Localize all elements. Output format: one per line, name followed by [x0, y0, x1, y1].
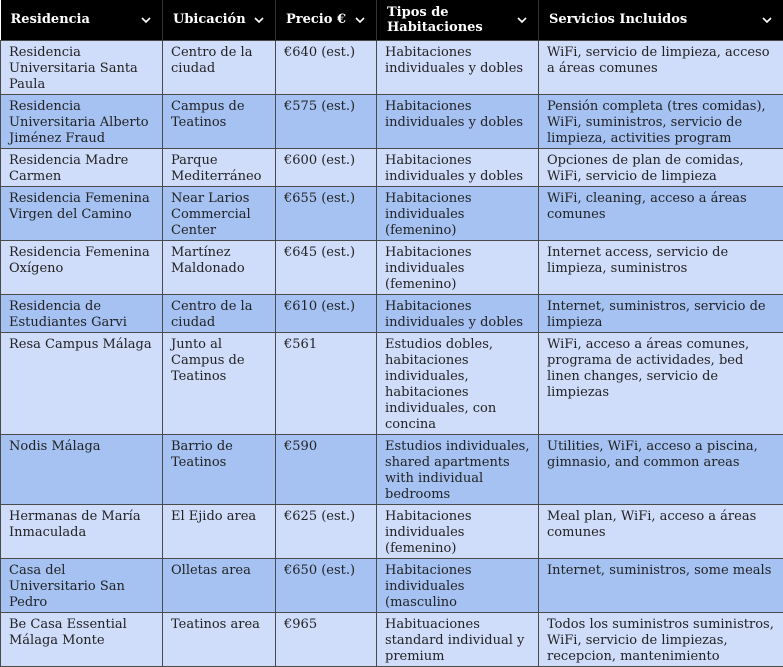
cell-ubicacion: Centro de la ciudad [163, 294, 276, 332]
cell-tipos: Habitaciones individuales (femenino) [377, 504, 539, 558]
chevron-down-icon[interactable] [353, 13, 367, 27]
cell-tipos: Habitaciones individuales (femenino) [377, 186, 539, 240]
cell-residencia: Residencia Femenina Virgen del Camino [1, 186, 163, 240]
cell-tipos: Habitaciones individuales (femenino) [377, 240, 539, 294]
cell-precio: €575 (est.) [276, 94, 377, 148]
table-row [1, 558, 783, 612]
cell-ubicacion: Olletas area [163, 558, 276, 612]
cell-tipos: Estudios dobles, habitaciones individuales, habitaciones individuales, con concina [377, 332, 539, 434]
column-header-ubicacion[interactable] [163, 0, 276, 40]
chevron-down-icon[interactable] [515, 13, 529, 27]
table-row [1, 434, 783, 504]
table-row [1, 612, 783, 666]
cell-precio: €610 (est.) [276, 294, 377, 332]
table-row [1, 332, 783, 434]
chevron-down-icon[interactable] [139, 13, 153, 27]
column-header-residencia[interactable] [1, 0, 163, 40]
column-header-precio[interactable] [276, 0, 377, 40]
cell-residencia: Hermanas de María Inmaculada [1, 504, 163, 558]
cell-tipos: Habitaciones individuales y dobles [377, 94, 539, 148]
cell-ubicacion: Campus de Teatinos [163, 94, 276, 148]
column-header-servicios[interactable] [539, 0, 783, 40]
cell-servicios: WiFi, cleaning, acceso a áreas comunes [539, 186, 783, 240]
column-header-tipos-habitaciones[interactable] [377, 0, 539, 40]
cell-servicios: Pensión completa (tres comidas), WiFi, suministros, servicio de limpieza, activities program [539, 94, 783, 148]
cell-residencia: Casa del Universitario San Pedro [1, 558, 163, 612]
cell-tipos: Habitaciones individuales y dobles [377, 40, 539, 94]
column-header-label: Ubicación [173, 12, 246, 27]
cell-ubicacion: Barrio de Teatinos [163, 434, 276, 504]
table-row [1, 148, 783, 186]
cell-residencia: Residencia Femenina Oxígeno [1, 240, 163, 294]
cell-residencia: Be Casa Essential Málaga Monte [1, 612, 163, 666]
chevron-down-icon[interactable] [760, 13, 774, 27]
cell-tipos: Habitaciones individuales y dobles [377, 294, 539, 332]
cell-tipos: Habitaciones individuales y dobles [377, 148, 539, 186]
table-row [1, 294, 783, 332]
header-row [1, 0, 783, 40]
cell-servicios: Utilities, WiFi, acceso a piscina, gimnasio, and common areas [539, 434, 783, 504]
cell-ubicacion: Near Larios Commercial Center [163, 186, 276, 240]
cell-precio: €590 [276, 434, 377, 504]
cell-servicios: Internet access, servicio de limpieza, suministros [539, 240, 783, 294]
cell-precio: €600 (est.) [276, 148, 377, 186]
table-row [1, 40, 783, 94]
cell-ubicacion: El Ejido area [163, 504, 276, 558]
column-header-label: Precio € [286, 12, 346, 27]
cell-ubicacion: Centro de la ciudad [163, 40, 276, 94]
cell-residencia: Residencia de Estudiantes Garvi [1, 294, 163, 332]
cell-servicios: Internet, suministros, some meals [539, 558, 783, 612]
cell-servicios: Todos los suministros suministros, WiFi, servicio de limpiezas, recepcion, mantenimiento [539, 612, 783, 666]
cell-precio: €650 (est.) [276, 558, 377, 612]
cell-tipos: Habitaciones individuales (masculino [377, 558, 539, 612]
table-row [1, 186, 783, 240]
cell-precio: €655 (est.) [276, 186, 377, 240]
cell-precio: €645 (est.) [276, 240, 377, 294]
column-header-label: Servicios Incluidos [549, 12, 687, 27]
cell-precio: €561 [276, 332, 377, 434]
cell-tipos: Habituaciones standard individual y premium [377, 612, 539, 666]
column-header-label: Residencia [11, 12, 90, 27]
cell-servicios: Internet, suministros, servicio de limpieza [539, 294, 783, 332]
cell-residencia: Residencia Universitaria Alberto Jiménez Fraud [1, 94, 163, 148]
cell-tipos: Estudios individuales, shared apartments with individual bedrooms [377, 434, 539, 504]
cell-ubicacion: Junto al Campus de Teatinos [163, 332, 276, 434]
table-row [1, 504, 783, 558]
cell-ubicacion: Parque Mediterráneo [163, 148, 276, 186]
cell-residencia: Resa Campus Málaga [1, 332, 163, 434]
cell-precio: €640 (est.) [276, 40, 377, 94]
cell-ubicacion: Teatinos area [163, 612, 276, 666]
cell-precio: €965 [276, 612, 377, 666]
cell-residencia: Residencia Madre Carmen [1, 148, 163, 186]
cell-servicios: WiFi, servicio de limpieza, acceso a áreas comunes [539, 40, 783, 94]
cell-residencia: Nodis Málaga [1, 434, 163, 504]
column-header-label: Tipos de Habitaciones [387, 5, 483, 35]
table-row [1, 94, 783, 148]
chevron-down-icon[interactable] [252, 13, 266, 27]
cell-precio: €625 (est.) [276, 504, 377, 558]
cell-servicios: Opciones de plan de comidas, WiFi, servicio de limpieza [539, 148, 783, 186]
cell-ubicacion: Martínez Maldonado [163, 240, 276, 294]
cell-servicios: WiFi, acceso a áreas comunes, programa de actividades, bed linen changes, servicio de limpiezas [539, 332, 783, 434]
cell-residencia: Residencia Universitaria Santa Paula [1, 40, 163, 94]
table-row [1, 240, 783, 294]
cell-servicios: Meal plan, WiFi, acceso a áreas comunes [539, 504, 783, 558]
